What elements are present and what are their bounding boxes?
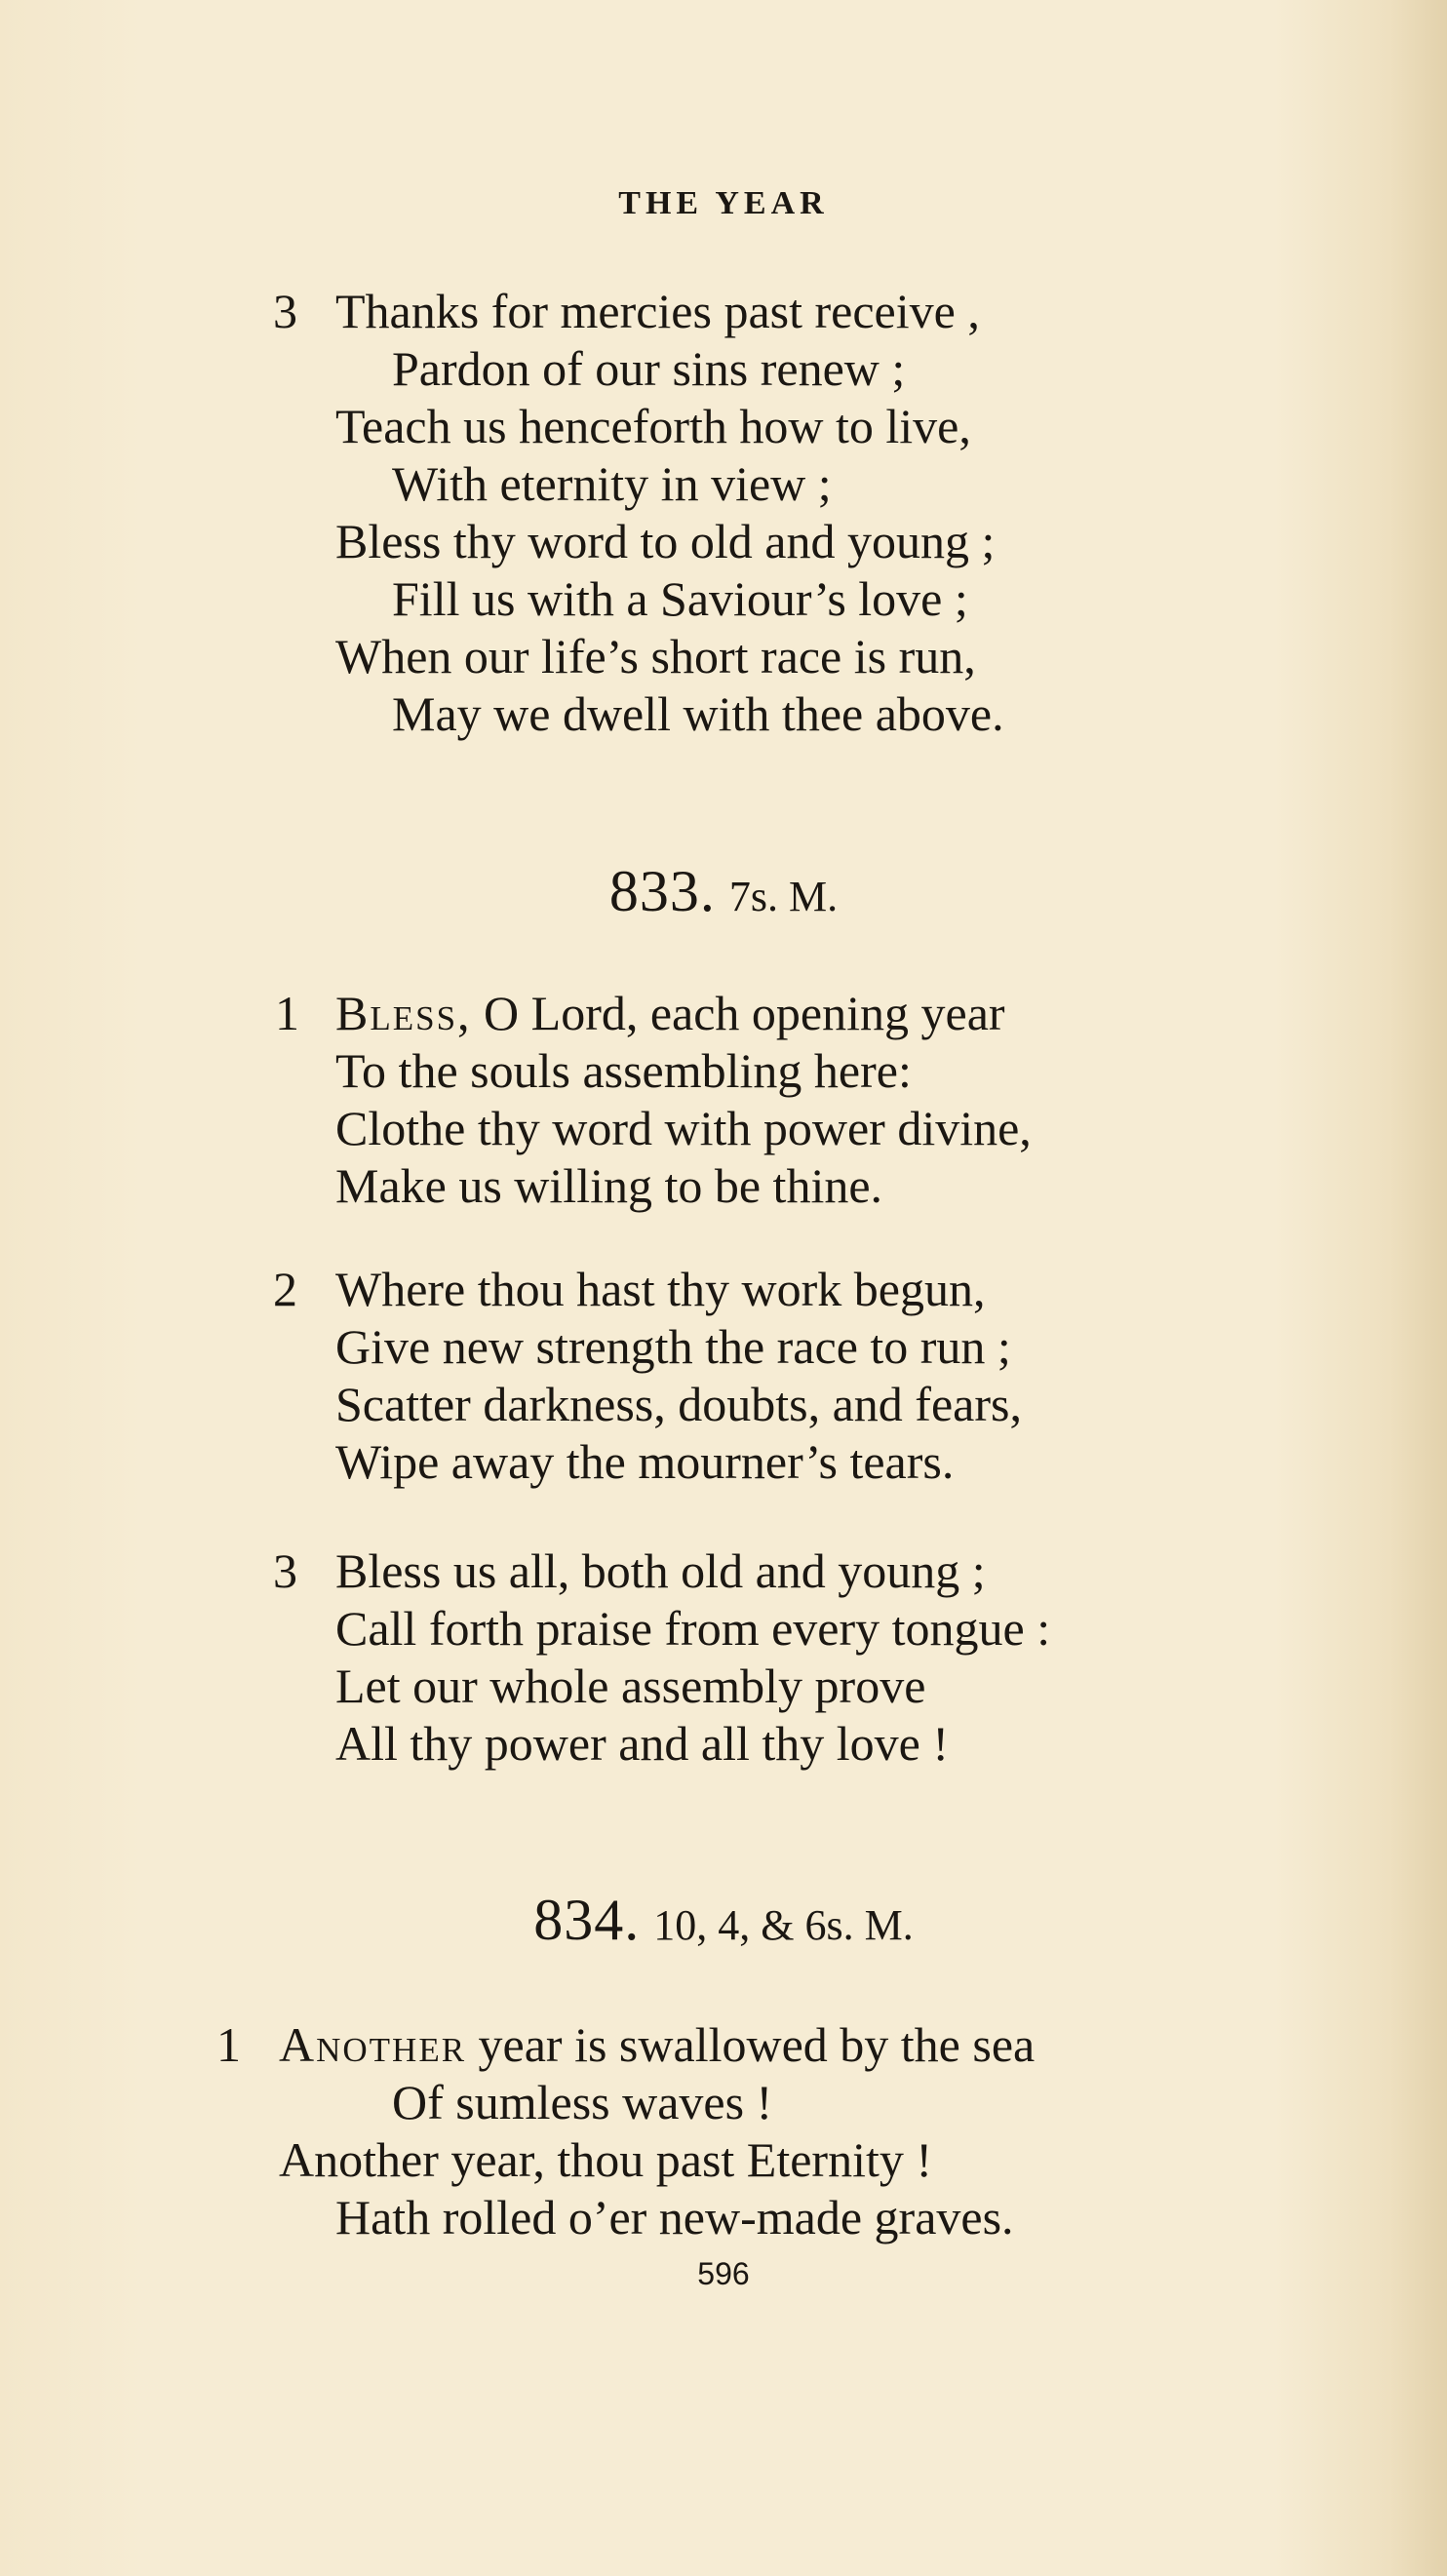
first-line-rest: O Lord, each opening year bbox=[471, 986, 1005, 1040]
page-number: 596 bbox=[697, 2256, 750, 2291]
verse-line: When our life’s short race is run, bbox=[335, 629, 976, 683]
verse-line: Where thou hast thy work begun, bbox=[335, 1262, 986, 1316]
hymn-833-heading bbox=[0, 858, 1447, 925]
verse-number: 1 bbox=[275, 986, 299, 1040]
verse-line: Let our whole assembly prove bbox=[335, 1659, 926, 1713]
verse-number: 3 bbox=[273, 1543, 297, 1598]
running-head: THE YEAR bbox=[618, 185, 829, 221]
verse-line: Thanks for mercies past receive , bbox=[335, 284, 980, 338]
verse-line: Scatter darkness, doubts, and fears, bbox=[335, 1377, 1022, 1431]
verse-number: 2 bbox=[273, 1262, 297, 1316]
first-word-small-caps: Another bbox=[279, 2017, 467, 2072]
hymn-meter: 10, 4, & 6s. M. bbox=[653, 1901, 914, 1949]
hymn-meter: 7s. M. bbox=[728, 873, 839, 920]
hymn-number: 834. bbox=[533, 1888, 641, 1952]
verse-line: Pardon of our sins renew ; bbox=[392, 341, 906, 396]
verse-line: Wipe away the mourner’s tears. bbox=[335, 1434, 955, 1489]
hymn-number: 833. bbox=[608, 859, 716, 923]
first-line-rest: year is swallowed by the sea bbox=[466, 2017, 1036, 2072]
verse-line: May we dwell with thee above. bbox=[392, 686, 1004, 741]
verse-line: All thy power and all thy love ! bbox=[335, 1716, 950, 1771]
verse-line: Clothe thy word with power divine, bbox=[335, 1101, 1032, 1155]
verse-line bbox=[279, 2016, 1035, 2073]
verse-line: Bless us all, both old and young ; bbox=[335, 1543, 986, 1598]
verse-number: 3 bbox=[273, 284, 297, 338]
verse-line bbox=[335, 985, 1005, 1041]
verse-line: With eternity in view ; bbox=[392, 456, 832, 511]
verse-line: Hath rolled o’er new-made graves. bbox=[335, 2190, 1014, 2244]
first-word-small-caps: Bless, bbox=[335, 986, 472, 1040]
verse-number: 1 bbox=[216, 2017, 241, 2072]
verse-line: Make us willing to be thine. bbox=[335, 1158, 883, 1213]
verse-line: Call forth praise from every tongue : bbox=[335, 1601, 1051, 1656]
verse-line: Bless thy word to old and young ; bbox=[335, 514, 996, 568]
verse-line: To the souls assembling here: bbox=[335, 1043, 912, 1098]
verse-line: Fill us with a Saviour’s love ; bbox=[392, 571, 968, 626]
verse-line: Give new strength the race to run ; bbox=[335, 1319, 1011, 1374]
verse-line: Teach us henceforth how to live, bbox=[335, 399, 971, 453]
hymn-834-heading bbox=[0, 1887, 1447, 1954]
verse-line: Another year, thou past Eternity ! bbox=[279, 2132, 933, 2187]
verse-line: Of sumless waves ! bbox=[392, 2075, 773, 2129]
